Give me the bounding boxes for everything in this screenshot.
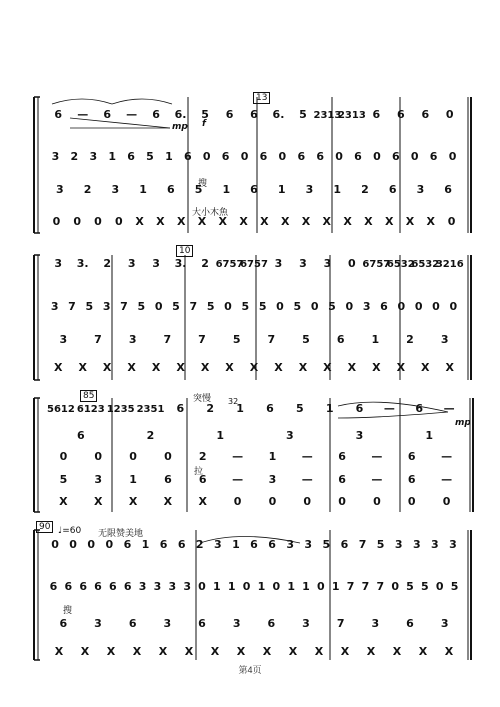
- note: 3: [268, 473, 277, 486]
- note: 3: [440, 617, 449, 630]
- note: 5: [450, 580, 459, 593]
- note: 3: [111, 183, 120, 196]
- note: 6: [406, 617, 414, 630]
- note: 3: [128, 333, 137, 346]
- note: 3: [299, 257, 307, 270]
- note: 0: [202, 150, 211, 163]
- note: 1: [129, 473, 137, 486]
- note: 3: [153, 580, 162, 593]
- note: X: [236, 645, 246, 658]
- quarter-note-icon: ♩: [58, 526, 63, 536]
- note: 6: [109, 580, 117, 593]
- note: 6.: [272, 108, 285, 121]
- rehearsal-mark-85: 85: [80, 390, 97, 402]
- note: 7: [94, 333, 102, 346]
- note: 6: [225, 108, 234, 121]
- note: 6: [77, 429, 85, 442]
- note: 2: [198, 450, 207, 463]
- note: 7: [120, 300, 128, 313]
- note: 0: [59, 450, 68, 463]
- note: 6: [421, 108, 430, 121]
- page-footer: 第4页: [238, 665, 262, 675]
- note: 2: [406, 333, 414, 346]
- note: 3: [449, 538, 457, 551]
- note: X: [314, 645, 324, 658]
- note: 6: [250, 183, 258, 196]
- note: X: [210, 645, 220, 658]
- note: X: [444, 645, 454, 658]
- note: 6: [407, 473, 416, 486]
- note: 1: [236, 402, 244, 415]
- note: 6: [338, 450, 346, 463]
- note: 0: [114, 215, 123, 228]
- note: X: [54, 645, 64, 658]
- note: —: [443, 402, 455, 415]
- note: X: [176, 361, 185, 374]
- note: 0: [335, 150, 343, 163]
- note: X: [372, 361, 381, 374]
- note: 6: [164, 473, 172, 486]
- note: X: [396, 361, 406, 374]
- percussion-label: 大小木魚: [192, 208, 229, 218]
- note: 3: [138, 580, 147, 593]
- note: 0: [198, 580, 206, 593]
- note: 6: [64, 580, 73, 593]
- note: 3: [59, 333, 68, 346]
- note: X: [262, 645, 272, 658]
- note: X: [163, 495, 173, 508]
- note: 1: [302, 580, 310, 593]
- note: 2: [70, 150, 79, 163]
- note: X: [426, 215, 436, 228]
- note: 2: [83, 183, 92, 196]
- note: 6757: [215, 259, 244, 270]
- note: 6: [415, 402, 424, 415]
- superscript-32: 32: [228, 397, 239, 406]
- note: —: [301, 450, 313, 463]
- note: 1: [257, 580, 266, 593]
- note: 3: [274, 257, 283, 270]
- note: 0: [345, 300, 354, 313]
- note: 0: [447, 215, 456, 228]
- note: 0: [442, 495, 451, 508]
- note: 6: [221, 150, 230, 163]
- note: X: [340, 645, 350, 658]
- note: 6: [316, 150, 325, 163]
- technique-sou: 搜: [198, 179, 208, 189]
- note: X: [301, 215, 311, 228]
- note: 0: [410, 150, 419, 163]
- note: 6: [250, 538, 258, 551]
- note: 3.: [76, 257, 89, 270]
- note: 0: [397, 300, 406, 313]
- note: —: [77, 108, 89, 121]
- rehearsal-mark-90: 90: [36, 521, 53, 533]
- note: 2: [361, 183, 369, 196]
- note: —: [232, 450, 244, 463]
- note: 5: [328, 300, 336, 313]
- note: 6: [259, 150, 268, 163]
- note: —: [371, 450, 383, 463]
- note: 0: [449, 300, 458, 313]
- note: —: [371, 473, 383, 486]
- note: 5: [302, 333, 310, 346]
- tempo-value: =60: [62, 526, 82, 536]
- note: 5: [258, 300, 267, 313]
- note: 1: [333, 183, 342, 196]
- note: 3: [371, 617, 380, 630]
- note: 6: [391, 150, 400, 163]
- note: 7: [189, 300, 198, 313]
- note: 6: [49, 580, 58, 593]
- note: X: [445, 361, 455, 374]
- note: X: [343, 215, 352, 228]
- note: 7: [267, 333, 276, 346]
- note: 3: [94, 473, 103, 486]
- tempo-marking: [58, 526, 81, 536]
- note: 5: [137, 300, 146, 313]
- note: 6757: [362, 259, 391, 270]
- note: 0: [272, 580, 281, 593]
- note: 5612: [47, 404, 75, 415]
- note: —: [441, 450, 453, 463]
- note: 5: [299, 108, 307, 121]
- note: 0: [303, 495, 312, 508]
- note: 2: [195, 538, 204, 551]
- note: X: [323, 361, 332, 374]
- note: 3: [168, 580, 177, 593]
- note: 3: [323, 257, 332, 270]
- note: X: [405, 215, 415, 228]
- note: 1: [165, 150, 173, 163]
- note: 0: [445, 108, 454, 121]
- note: 1: [268, 450, 277, 463]
- note: 0: [317, 580, 325, 593]
- note: 6532: [386, 259, 415, 270]
- note: X: [218, 215, 228, 228]
- note: 6: [176, 402, 185, 415]
- note: 6: [372, 108, 381, 121]
- note: 0: [310, 300, 319, 313]
- note: 3: [127, 257, 136, 270]
- note: X: [80, 645, 90, 658]
- note: 3: [304, 538, 313, 551]
- note: 6: [297, 150, 306, 163]
- note: 3: [416, 183, 425, 196]
- note: 5: [85, 300, 94, 313]
- note: X: [128, 495, 138, 508]
- note: 6: [183, 150, 192, 163]
- slur: [112, 99, 172, 104]
- note: 6: [396, 108, 405, 121]
- rehearsal-mark-13: 13: [253, 92, 270, 104]
- dynamic-mp: mp: [172, 122, 188, 132]
- dynamic-mp-2: mp: [455, 418, 471, 428]
- note: X: [135, 215, 144, 228]
- note: 0: [435, 580, 444, 593]
- note: 3: [163, 617, 172, 630]
- note: 3: [56, 183, 64, 196]
- note: 2: [206, 402, 215, 415]
- note: 1: [141, 538, 150, 551]
- note: X: [280, 215, 290, 228]
- note: 0: [448, 150, 457, 163]
- note: X: [132, 645, 142, 658]
- note: 5: [172, 300, 180, 313]
- note: 0: [233, 495, 242, 508]
- note: 0: [154, 300, 163, 313]
- note: 6: [127, 150, 135, 163]
- note: 5: [421, 580, 429, 593]
- note: 3: [89, 150, 98, 163]
- note: X: [59, 495, 68, 508]
- note: 5: [295, 402, 304, 415]
- note: 6: [123, 538, 132, 551]
- rehearsal-mark-10: 10: [176, 245, 193, 257]
- note: 0: [164, 450, 172, 463]
- note: 0: [373, 495, 381, 508]
- note: X: [347, 361, 357, 374]
- note: 1: [139, 183, 147, 196]
- note: 3: [94, 617, 102, 630]
- note: 6: [159, 538, 168, 551]
- note: 5: [146, 150, 154, 163]
- note: 1: [277, 183, 286, 196]
- note: X: [392, 645, 402, 658]
- note: 6: [59, 617, 68, 630]
- note: 3: [286, 429, 294, 442]
- note: 0: [240, 150, 249, 163]
- note: 6: [380, 300, 388, 313]
- technique-sou-2: 搜: [63, 606, 73, 616]
- note: 2313: [337, 110, 366, 121]
- note: 6: [336, 333, 345, 346]
- note: 1: [331, 580, 340, 593]
- note: 6: [388, 183, 397, 196]
- note: 2: [146, 429, 155, 442]
- note: 3: [152, 257, 160, 270]
- technique-la: 拉: [194, 467, 204, 477]
- dynamic-f: f: [202, 119, 206, 129]
- note: X: [366, 645, 376, 658]
- note: 5: [201, 108, 209, 121]
- note: 3: [183, 580, 191, 593]
- note: 3216: [435, 259, 464, 270]
- note: 6: [354, 150, 362, 163]
- note: 0: [414, 300, 423, 313]
- note: 1: [216, 429, 224, 442]
- note: 3: [232, 617, 241, 630]
- note: X: [197, 215, 207, 228]
- note: X: [239, 215, 248, 228]
- note: 6: [79, 580, 87, 593]
- note: 6: [444, 183, 452, 196]
- note: 0: [129, 450, 137, 463]
- note: 0: [224, 300, 232, 313]
- note: X: [176, 215, 186, 228]
- note: 3: [305, 183, 314, 196]
- note: X: [260, 215, 269, 228]
- note: 0: [51, 538, 59, 551]
- note: 6: [268, 538, 276, 551]
- note: 6: [103, 108, 112, 121]
- note: 0: [278, 150, 287, 163]
- note: 5: [322, 538, 331, 551]
- expression-text: 无限赞美地: [98, 529, 144, 539]
- note: 0: [242, 580, 251, 593]
- note: 7: [346, 580, 355, 593]
- note: 3: [50, 300, 59, 313]
- note: X: [288, 645, 298, 658]
- note: 2: [103, 257, 112, 270]
- note: 5: [206, 300, 215, 313]
- note: X: [127, 361, 136, 374]
- note: 1: [213, 580, 221, 593]
- note: X: [184, 645, 194, 658]
- note: 7: [361, 580, 370, 593]
- note: X: [198, 495, 207, 508]
- note: 6: [166, 183, 175, 196]
- note: 3: [431, 538, 439, 551]
- note: X: [249, 361, 259, 374]
- note: 1: [287, 580, 295, 593]
- note: 3: [355, 429, 364, 442]
- note: 5: [232, 333, 241, 346]
- note: X: [158, 645, 168, 658]
- note: 3: [102, 300, 111, 313]
- note: 7: [163, 333, 172, 346]
- note: 2313: [313, 110, 342, 121]
- note: 1: [425, 429, 433, 442]
- note: —: [126, 108, 138, 121]
- note: 6: [338, 473, 346, 486]
- note: X: [322, 215, 332, 228]
- note: X: [94, 495, 103, 508]
- note: 3.: [174, 257, 187, 270]
- note: 6: [123, 580, 132, 593]
- note: X: [78, 361, 87, 374]
- note: X: [298, 361, 308, 374]
- note: 0: [94, 450, 103, 463]
- note: 0: [52, 215, 61, 228]
- note: 5: [293, 300, 302, 313]
- note: 6: [54, 108, 63, 121]
- note: 1: [232, 538, 240, 551]
- note: —: [301, 473, 313, 486]
- note: 6: [152, 108, 160, 121]
- note: 1: [227, 580, 236, 593]
- note: X: [421, 361, 430, 374]
- note: 7: [358, 538, 367, 551]
- note: 6757: [240, 259, 268, 270]
- note: 0: [276, 300, 284, 313]
- note: 0: [87, 538, 96, 551]
- slur: [52, 99, 112, 104]
- note: 6: [355, 402, 364, 415]
- note: 0: [348, 257, 356, 270]
- note: 0: [105, 538, 114, 551]
- note: 7: [376, 580, 385, 593]
- note: X: [274, 361, 283, 374]
- note: 5: [406, 580, 414, 593]
- note: 6: [177, 538, 186, 551]
- note: 3: [54, 257, 63, 270]
- note: 6: [266, 402, 274, 415]
- note: 3: [213, 538, 222, 551]
- note: 1: [222, 183, 231, 196]
- note: 1: [108, 150, 117, 163]
- note: 0: [94, 215, 102, 228]
- note: X: [53, 361, 63, 374]
- note: 6: [407, 450, 416, 463]
- note: 0: [69, 538, 77, 551]
- note: 6: [94, 580, 102, 593]
- note: 3: [394, 538, 403, 551]
- note: 6: [198, 473, 207, 486]
- note: 0: [268, 495, 277, 508]
- note: 7: [198, 333, 206, 346]
- note: 6: [198, 617, 206, 630]
- note: 0: [338, 495, 346, 508]
- note: 5: [59, 473, 68, 486]
- note: 5: [376, 538, 385, 551]
- note: 1: [371, 333, 380, 346]
- note: 1: [325, 402, 334, 415]
- note: 5: [194, 183, 203, 196]
- note: X: [384, 215, 394, 228]
- note: X: [418, 645, 428, 658]
- note: —: [441, 473, 453, 486]
- note: 1235: [106, 404, 135, 415]
- note: 0: [432, 300, 440, 313]
- note: 3: [440, 333, 449, 346]
- note: X: [200, 361, 210, 374]
- note: 3: [412, 538, 421, 551]
- note: 6: [128, 617, 137, 630]
- note: 0: [391, 580, 399, 593]
- note: 6.: [174, 108, 187, 121]
- note: 6: [340, 538, 349, 551]
- note: —: [383, 402, 395, 415]
- note: 5: [241, 300, 250, 313]
- note: 6: [267, 617, 276, 630]
- technique-tu-man: 突慢: [193, 394, 212, 404]
- note: 2: [201, 257, 209, 270]
- note: 6: [250, 108, 258, 121]
- note: 2351: [136, 404, 165, 415]
- note: 3: [302, 617, 310, 630]
- note: 3: [362, 300, 371, 313]
- note: 0: [407, 495, 416, 508]
- note: 6: [429, 150, 438, 163]
- note: X: [156, 215, 165, 228]
- note: X: [151, 361, 161, 374]
- note: 0: [373, 150, 381, 163]
- note: 6532: [411, 259, 440, 270]
- note: X: [106, 645, 116, 658]
- note: 3: [286, 538, 295, 551]
- note: X: [102, 361, 112, 374]
- note: 7: [68, 300, 76, 313]
- note: X: [225, 361, 234, 374]
- note: 3: [51, 150, 60, 163]
- note: 7: [336, 617, 345, 630]
- note: —: [232, 473, 244, 486]
- note: 6123: [76, 404, 105, 415]
- note: X: [364, 215, 373, 228]
- note: 0: [73, 215, 82, 228]
